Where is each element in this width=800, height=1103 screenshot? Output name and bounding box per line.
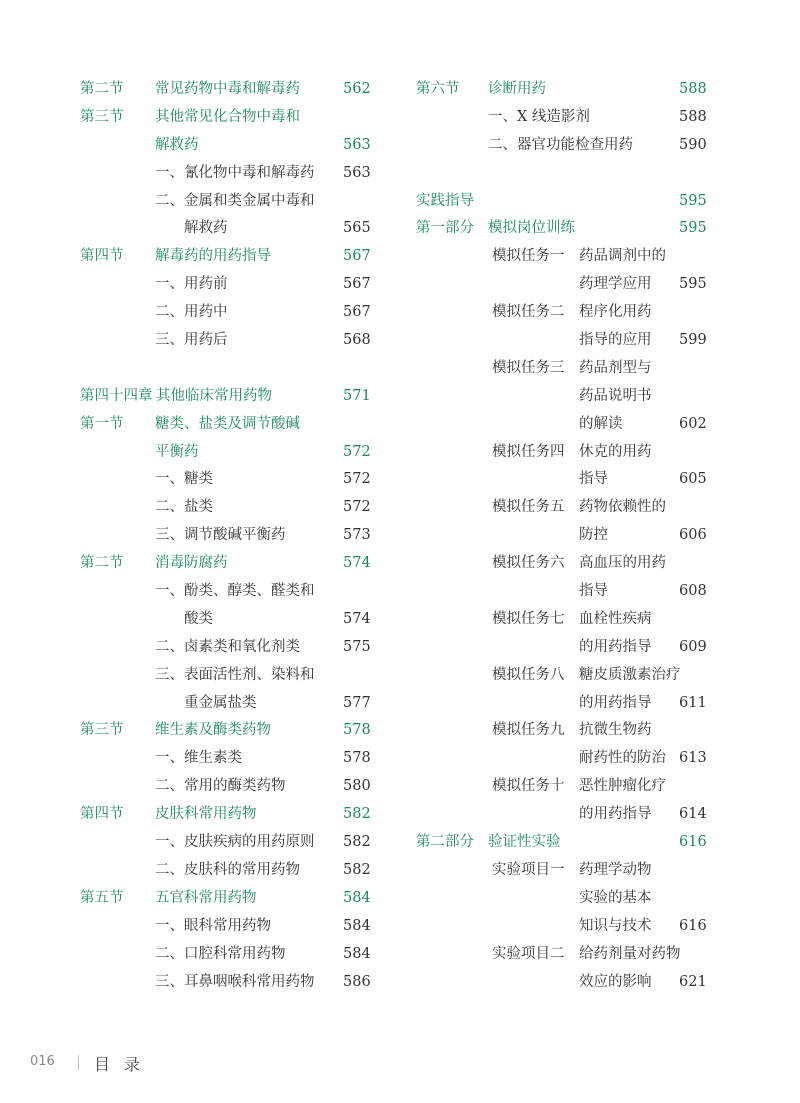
toc-entry[interactable]: [416, 745, 716, 773]
toc-entry[interactable]: [416, 355, 716, 383]
toc-task-label: 实验项目二: [492, 945, 565, 962]
toc-page-number: 595: [679, 276, 707, 293]
toc-entry-title: 指导的应用: [579, 332, 652, 349]
toc-entry-title: 其他常见化合物中毒和: [155, 108, 300, 125]
toc-page-number: 584: [343, 945, 371, 962]
toc-entry[interactable]: [80, 941, 370, 969]
toc-entry[interactable]: [80, 160, 370, 188]
toc-page-number: 571: [343, 387, 371, 404]
toc-entry-title: 的用药指导: [579, 638, 652, 655]
toc-page-number: 578: [343, 722, 371, 739]
toc-entry-title: 酸类: [184, 610, 213, 627]
toc-entry-title: 恶性肿瘤化疗: [579, 778, 666, 795]
toc-section-label: 第一部分: [416, 220, 474, 237]
toc-task-label: 模拟任务八: [492, 666, 565, 683]
toc-entry[interactable]: [80, 104, 370, 132]
toc-entry-title: 重金属盐类: [184, 694, 257, 711]
toc-entry-title: 平衡药: [155, 443, 199, 460]
toc-task-label: 模拟任务十: [492, 778, 565, 795]
toc-page-number: 621: [679, 973, 707, 990]
toc-entry[interactable]: [80, 969, 370, 997]
toc-entry-title: 解救药: [155, 136, 199, 153]
toc-task-label: 模拟任务三: [492, 359, 565, 376]
toc-entry[interactable]: [416, 606, 716, 634]
toc-page-number: 567: [343, 248, 371, 265]
toc-section-label: 第三节: [80, 722, 124, 739]
toc-entry[interactable]: [80, 662, 370, 690]
toc-task-label: 模拟任务二: [492, 304, 565, 321]
toc-entry[interactable]: [416, 439, 716, 467]
toc-section-label: 第二部分: [416, 834, 474, 851]
toc-entry[interactable]: [80, 132, 370, 160]
toc-entry-title: 二、盐类: [155, 499, 213, 516]
toc-entry[interactable]: [80, 913, 370, 941]
toc-task-label: 模拟任务四: [492, 443, 565, 460]
toc-page-number: 616: [679, 834, 707, 851]
toc-entry-title: 二、皮肤科的常用药物: [155, 861, 300, 878]
toc-entry-title: 验证性实验: [488, 834, 561, 851]
toc-page-number: 616: [679, 917, 707, 934]
toc-section-label: 第四节: [80, 806, 124, 823]
toc-page-number: 605: [679, 471, 707, 488]
toc-entry-title: 抗微生物药: [579, 722, 652, 739]
page-number: 016: [30, 1054, 55, 1069]
toc-section-label: 第二节: [80, 81, 124, 97]
toc-page-number: 574: [343, 555, 371, 572]
toc-entry[interactable]: [416, 941, 716, 969]
toc-entry-title: 给药剂量对药物: [579, 945, 681, 962]
toc-page-number: 584: [343, 917, 371, 934]
toc-entry-title: 解毒药的用药指导: [155, 248, 271, 265]
toc-entry-title: 二、器官功能检查用药: [488, 136, 633, 153]
toc-page-number: 575: [343, 638, 371, 655]
toc-entry[interactable]: [416, 550, 716, 578]
toc-entry[interactable]: [80, 188, 370, 216]
toc-entry[interactable]: [416, 411, 716, 439]
toc-entry-title: 效应的影响: [579, 973, 652, 990]
toc-entry[interactable]: [416, 466, 716, 494]
toc-entry-title: 其他临床常用药物: [156, 387, 272, 404]
toc-section-label: 第四节: [80, 248, 124, 265]
toc-section-label: 第二节: [80, 555, 124, 572]
toc-entry-title: 糖皮质激素治疗: [579, 666, 681, 683]
toc-entry[interactable]: [80, 271, 370, 299]
toc-entry-title: 一、用药前: [155, 276, 228, 293]
toc-section-label: 第六节: [416, 81, 460, 97]
toc-entry-title: 药品说明书: [579, 387, 652, 404]
toc-entry[interactable]: [416, 104, 716, 132]
toc-gap: [80, 355, 370, 383]
toc-entry-title: 皮肤科常用药物: [155, 806, 257, 823]
toc-page-number: 588: [679, 81, 707, 97]
toc-page-number: 611: [679, 694, 707, 711]
toc-page-number: 595: [679, 220, 707, 237]
toc-entry-title: 五官科常用药物: [155, 889, 257, 906]
toc-page-number: 567: [343, 276, 371, 293]
toc-page-number: 590: [679, 136, 707, 153]
toc-entry-title: 常见药物中毒和解毒药: [155, 81, 300, 97]
toc-page-number: 595: [679, 192, 707, 209]
toc-task-label: 实验项目一: [492, 861, 565, 878]
toc-entry[interactable]: [80, 773, 370, 801]
toc-entry[interactable]: [80, 439, 370, 467]
toc-entry-title: 的用药指导: [579, 694, 652, 711]
toc-entry-title: 的解读: [579, 415, 623, 432]
toc-entry-title: 药品剂型与: [579, 359, 652, 376]
toc-page-number: 602: [679, 415, 707, 432]
toc-task-label: 模拟任务九: [492, 722, 565, 739]
toc-entry[interactable]: [80, 383, 370, 411]
toc-entry[interactable]: [80, 550, 370, 578]
toc-task-label: 模拟任务五: [492, 499, 565, 516]
toc-section-label: 第一节: [80, 415, 124, 432]
toc-entry[interactable]: [416, 578, 716, 606]
toc-entry[interactable]: [416, 494, 716, 522]
toc-page-number: 562: [343, 81, 371, 97]
toc-task-label: 模拟任务一: [492, 248, 565, 265]
toc-entry-title: 知识与技术: [579, 917, 652, 934]
toc-entry[interactable]: [416, 717, 716, 745]
toc-entry[interactable]: [416, 132, 716, 160]
toc-page-number: 608: [679, 583, 707, 600]
toc-entry-title: 三、调节酸碱平衡药: [155, 527, 286, 544]
toc-page-number: 609: [679, 638, 707, 655]
toc-page-number: 572: [343, 499, 371, 516]
toc-page-number: 567: [343, 304, 371, 321]
toc-entry-title: 药物依赖性的: [579, 499, 666, 516]
toc-page-number: 584: [343, 889, 371, 906]
toc-entry[interactable]: [80, 717, 370, 745]
toc-entry-title: 高血压的用药: [579, 555, 666, 572]
footer-divider: [78, 1055, 79, 1070]
toc-page-number: 614: [679, 806, 707, 823]
toc-page-number: 578: [343, 750, 371, 767]
toc-entry[interactable]: [416, 690, 716, 718]
toc-page-number: 563: [343, 164, 371, 181]
toc-entry[interactable]: [416, 522, 716, 550]
toc-entry[interactable]: [416, 327, 716, 355]
toc-entry-title: 一、氰化物中毒和解毒药: [155, 164, 315, 181]
toc-task-label: 模拟任务七: [492, 610, 565, 627]
toc-page-number: 573: [343, 527, 371, 544]
toc-entry-title: 糖类、盐类及调节酸碱: [155, 415, 300, 432]
toc-entry[interactable]: [80, 299, 370, 327]
toc-entry[interactable]: [416, 188, 716, 216]
toc-task-label: 模拟任务六: [492, 555, 565, 572]
toc-entry[interactable]: [80, 885, 370, 913]
toc-entry-title: 一、皮肤疾病的用药原则: [155, 834, 315, 851]
toc-entry[interactable]: [416, 383, 716, 411]
toc-entry[interactable]: [416, 913, 716, 941]
toc-entry[interactable]: [416, 801, 716, 829]
toc-page-number: 613: [679, 750, 707, 767]
toc-entry-title: 三、表面活性剂、染料和: [155, 666, 315, 683]
toc-entry[interactable]: [80, 522, 370, 550]
toc-entry[interactable]: [80, 411, 370, 439]
toc-entry-title: 药理学应用: [579, 276, 652, 293]
toc-section-label: 实践指导: [416, 192, 474, 209]
toc-entry[interactable]: [416, 857, 716, 885]
toc-entry[interactable]: [80, 690, 370, 718]
toc-page-number: 588: [679, 108, 707, 125]
toc-entry-title: 血栓性疾病: [579, 610, 652, 627]
toc-entry-title: 消毒防腐药: [155, 555, 228, 572]
toc-page-number: 580: [343, 778, 371, 795]
toc-entry[interactable]: [80, 857, 370, 885]
toc-page-number: 582: [343, 834, 371, 851]
toc-entry[interactable]: [80, 327, 370, 355]
toc-entry-title: 耐药性的防治: [579, 750, 666, 767]
toc-entry[interactable]: [416, 271, 716, 299]
toc-entry[interactable]: [80, 466, 370, 494]
toc-entry-title: 实验的基本: [579, 889, 652, 906]
toc-right-column: [416, 76, 716, 996]
toc-gap: [416, 160, 716, 188]
toc-entry-title: 的用药指导: [579, 806, 652, 823]
toc-entry[interactable]: [416, 299, 716, 327]
toc-entry[interactable]: [416, 885, 716, 913]
toc-entry-title: 二、卤素类和氧化剂类: [155, 638, 300, 655]
toc-entry-title: 药品调剂中的: [579, 248, 666, 265]
toc-entry-title: 一、眼科常用药物: [155, 917, 271, 934]
toc-entry-title: 二、金属和类金属中毒和: [155, 192, 315, 209]
toc-page-number: 565: [343, 220, 371, 237]
toc-entry[interactable]: [416, 215, 716, 243]
toc-entry-title: 二、用药中: [155, 304, 228, 321]
toc-entry[interactable]: [416, 969, 716, 997]
toc-entry-title: 一、酚类、醇类、醛类和: [155, 583, 315, 600]
toc-entry[interactable]: [80, 215, 370, 243]
toc-entry-title: 药理学动物: [579, 861, 652, 878]
toc-entry-title: 二、常用的酶类药物: [155, 778, 286, 795]
toc-entry-title: 指导: [579, 471, 608, 488]
toc-page-number: 599: [679, 332, 707, 349]
toc-entry-title: 防控: [579, 527, 608, 544]
toc-entry[interactable]: [80, 494, 370, 522]
toc-entry[interactable]: [80, 745, 370, 773]
toc-entry[interactable]: [80, 634, 370, 662]
toc-page-number: 606: [679, 527, 707, 544]
toc-entry-title: 一、维生素类: [155, 750, 242, 767]
toc-entry[interactable]: [416, 634, 716, 662]
toc-entry-title: 指导: [579, 583, 608, 600]
toc-entry-title: 解救药: [184, 220, 228, 237]
toc-entry-title: 休克的用药: [579, 443, 652, 460]
toc-section-label: 第五节: [80, 889, 124, 906]
toc-page-number: 577: [343, 694, 371, 711]
toc-page-number: 568: [343, 332, 371, 349]
toc-entry-title: 一、X 线造影剂: [488, 108, 590, 125]
toc-entry-title: 三、用药后: [155, 332, 228, 349]
toc-entry[interactable]: [80, 76, 370, 104]
toc-section-label: 第四十四章: [80, 387, 153, 404]
toc-entry-title: 三、耳鼻咽喉科常用药物: [155, 973, 315, 990]
toc-page-number: 582: [343, 806, 371, 823]
toc-page-number: 572: [343, 471, 371, 488]
toc-entry[interactable]: [416, 243, 716, 271]
toc-page-number: 586: [343, 973, 371, 990]
toc-page-number: 563: [343, 136, 371, 153]
toc-page-number: 574: [343, 610, 371, 627]
toc-entry-title: 维生素及酶类药物: [155, 722, 271, 739]
toc-entry-title: 二、口腔科常用药物: [155, 945, 286, 962]
toc-entry[interactable]: [80, 606, 370, 634]
toc-section-label: 第三节: [80, 108, 124, 125]
toc-entry[interactable]: [416, 829, 716, 857]
footer-title: 目录: [94, 1055, 155, 1074]
toc-entry-title: 一、糖类: [155, 471, 213, 488]
toc-page-number: 582: [343, 861, 371, 878]
toc-entry[interactable]: [80, 243, 370, 271]
toc-entry-title: 诊断用药: [488, 81, 546, 97]
toc-left-column: [80, 76, 370, 996]
toc-entry[interactable]: [416, 773, 716, 801]
toc-entry[interactable]: [80, 801, 370, 829]
toc-entry[interactable]: [416, 76, 716, 104]
toc-entry[interactable]: [80, 829, 370, 857]
toc-page-number: 572: [343, 443, 371, 460]
toc-entry-title: 程序化用药: [579, 304, 652, 321]
toc-entry-title: 模拟岗位训练: [488, 220, 575, 237]
toc-entry[interactable]: [416, 662, 716, 690]
toc-entry[interactable]: [80, 578, 370, 606]
